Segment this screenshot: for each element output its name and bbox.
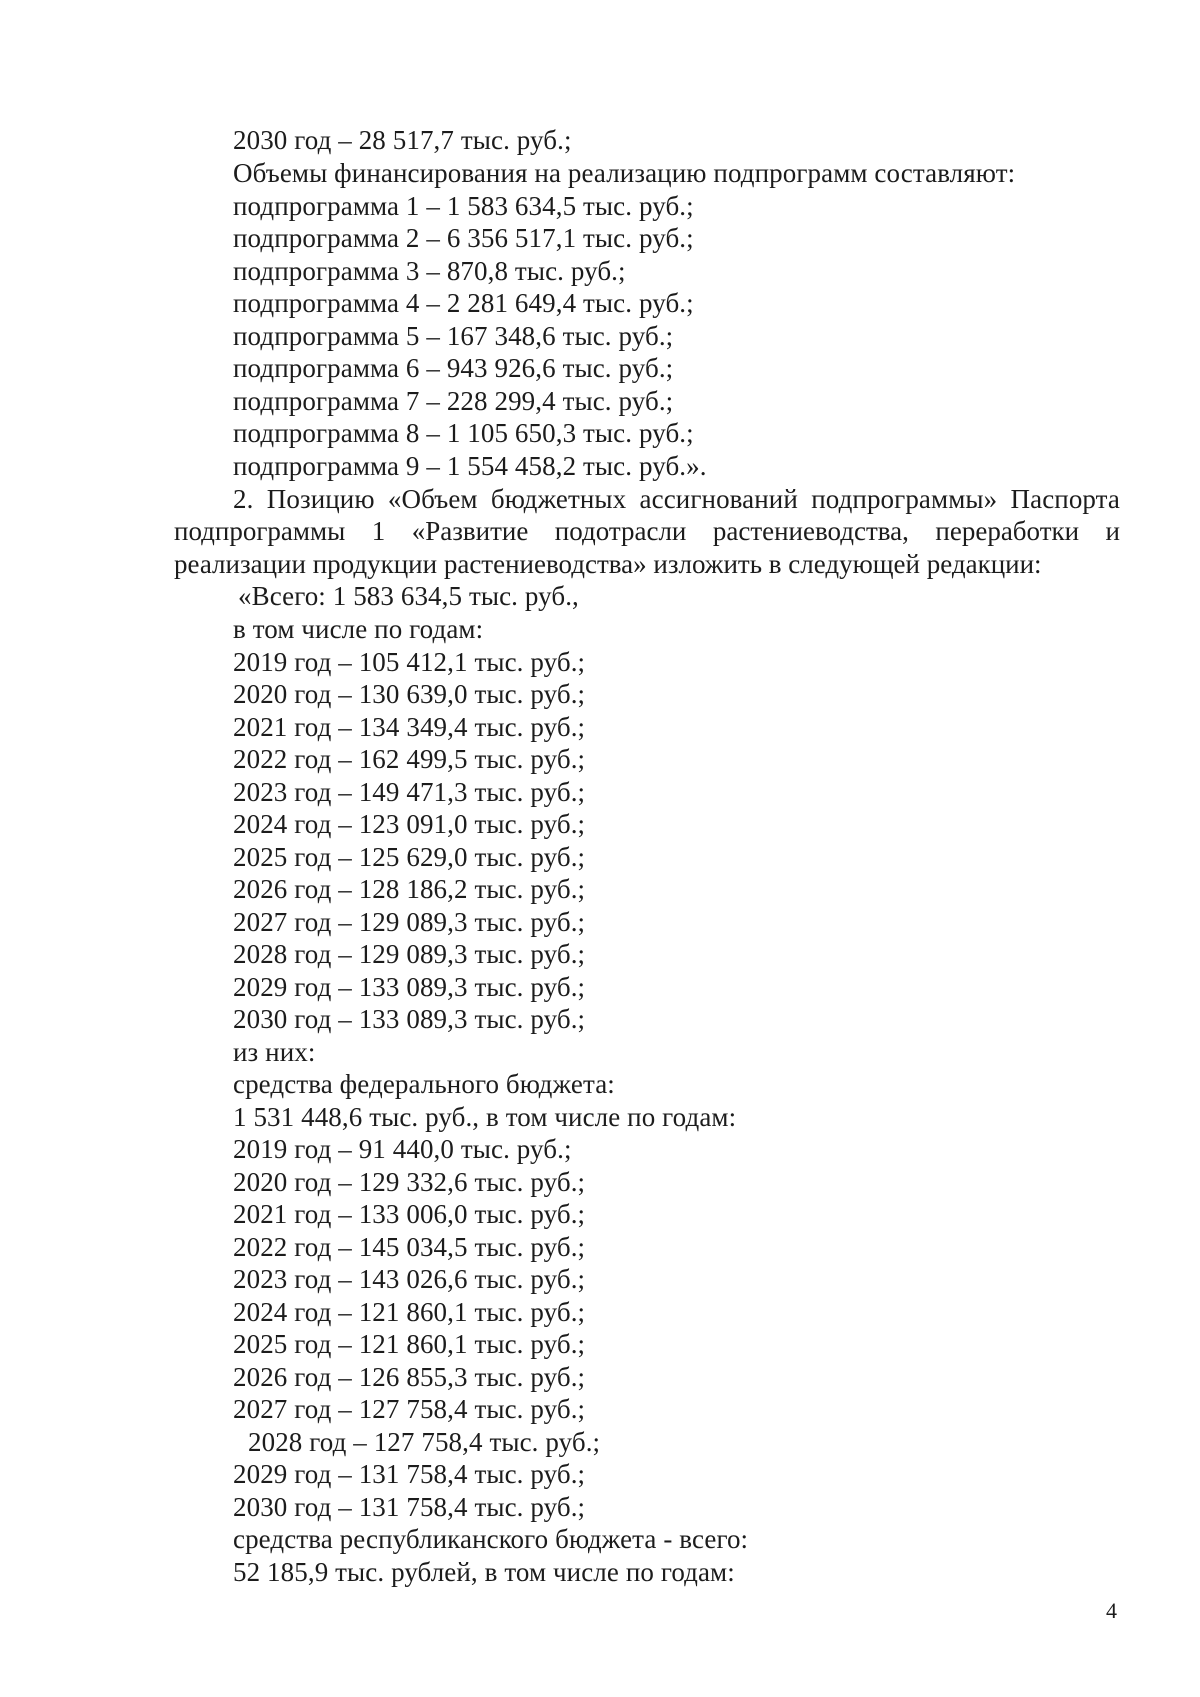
year-line: 2022 год – 162 499,5 тыс. руб.; [233, 744, 586, 774]
text-line: подпрограмма 9 – 1 554 458,2 тыс. руб.». [233, 451, 707, 481]
text-line: 2030 год – 28 517,7 тыс. руб.; [233, 125, 572, 155]
total-line: «Всего: 1 583 634,5 тыс. руб., [238, 581, 579, 611]
year-line: 2027 год – 129 089,3 тыс. руб.; [233, 907, 586, 937]
year-line: 2025 год – 121 860,1 тыс. руб.; [233, 1329, 586, 1359]
year-line: 2030 год – 133 089,3 тыс. руб.; [233, 1004, 586, 1034]
year-line: 2022 год – 145 034,5 тыс. руб.; [233, 1232, 586, 1262]
year-line: 2023 год – 149 471,3 тыс. руб.; [233, 777, 586, 807]
text-line: подпрограмма 1 – 1 583 634,5 тыс. руб.; [233, 191, 694, 221]
paragraph-2-line-1: 2. Позицию «Объем бюджетных ассигнований подпрограммы» Паспорта [233, 484, 1120, 514]
year-line: 2026 год – 128 186,2 тыс. руб.; [233, 874, 586, 904]
text-line: подпрограмма 5 – 167 348,6 тыс. руб.; [233, 321, 674, 351]
page-number: 4 [1106, 1598, 1117, 1623]
year-line: 2023 год – 143 026,6 тыс. руб.; [233, 1264, 586, 1294]
year-line: 2028 год – 129 089,3 тыс. руб.; [233, 939, 586, 969]
text-line: подпрограмма 7 – 228 299,4 тыс. руб.; [233, 386, 674, 416]
year-line: 2024 год – 123 091,0 тыс. руб.; [233, 809, 586, 839]
federal-total: 1 531 448,6 тыс. руб., в том числе по годам: [233, 1102, 737, 1132]
year-line: 2030 год – 131 758,4 тыс. руб.; [233, 1492, 586, 1522]
text-line: подпрограмма 8 – 1 105 650,3 тыс. руб.; [233, 418, 694, 448]
paragraph-2-line-2: подпрограммы 1 «Развитие подотрасли растениеводства, переработки и [174, 516, 1120, 546]
year-line: 2026 год – 126 855,3 тыс. руб.; [233, 1362, 586, 1392]
year-line: 2028 год – 127 758,4 тыс. руб.; [248, 1427, 601, 1457]
of-which-label: из них: [233, 1037, 316, 1067]
year-line: 2027 год – 127 758,4 тыс. руб.; [233, 1394, 586, 1424]
text-line: Объемы финансирования на реализацию подпрограмм составляют: [233, 158, 1016, 188]
year-line: 2025 год – 125 629,0 тыс. руб.; [233, 842, 586, 872]
year-line: 2020 год – 130 639,0 тыс. руб.; [233, 679, 586, 709]
republic-total: 52 185,9 тыс. рублей, в том числе по годам: [233, 1557, 735, 1587]
year-line: 2024 год – 121 860,1 тыс. руб.; [233, 1297, 586, 1327]
republic-heading: средства республиканского бюджета - всего: [233, 1524, 749, 1554]
year-line: 2021 год – 134 349,4 тыс. руб.; [233, 712, 586, 742]
year-line: 2021 год – 133 006,0 тыс. руб.; [233, 1199, 586, 1229]
year-line: 2029 год – 133 089,3 тыс. руб.; [233, 972, 586, 1002]
paragraph-2-line-3: реализации продукции растениеводства» изложить в следующей редакции: [174, 549, 1042, 579]
year-line: 2019 год – 105 412,1 тыс. руб.; [233, 647, 586, 677]
year-line: 2029 год – 131 758,4 тыс. руб.; [233, 1459, 586, 1489]
federal-heading: средства федерального бюджета: [233, 1069, 615, 1099]
year-line: 2020 год – 129 332,6 тыс. руб.; [233, 1167, 586, 1197]
by-years-label: в том числе по годам: [233, 614, 484, 644]
text-line: подпрограмма 3 – 870,8 тыс. руб.; [233, 256, 626, 286]
text-line: подпрограмма 2 – 6 356 517,1 тыс. руб.; [233, 223, 694, 253]
text-line: подпрограмма 6 – 943 926,6 тыс. руб.; [233, 353, 674, 383]
year-line: 2019 год – 91 440,0 тыс. руб.; [233, 1134, 572, 1164]
text-line: подпрограмма 4 – 2 281 649,4 тыс. руб.; [233, 288, 694, 318]
